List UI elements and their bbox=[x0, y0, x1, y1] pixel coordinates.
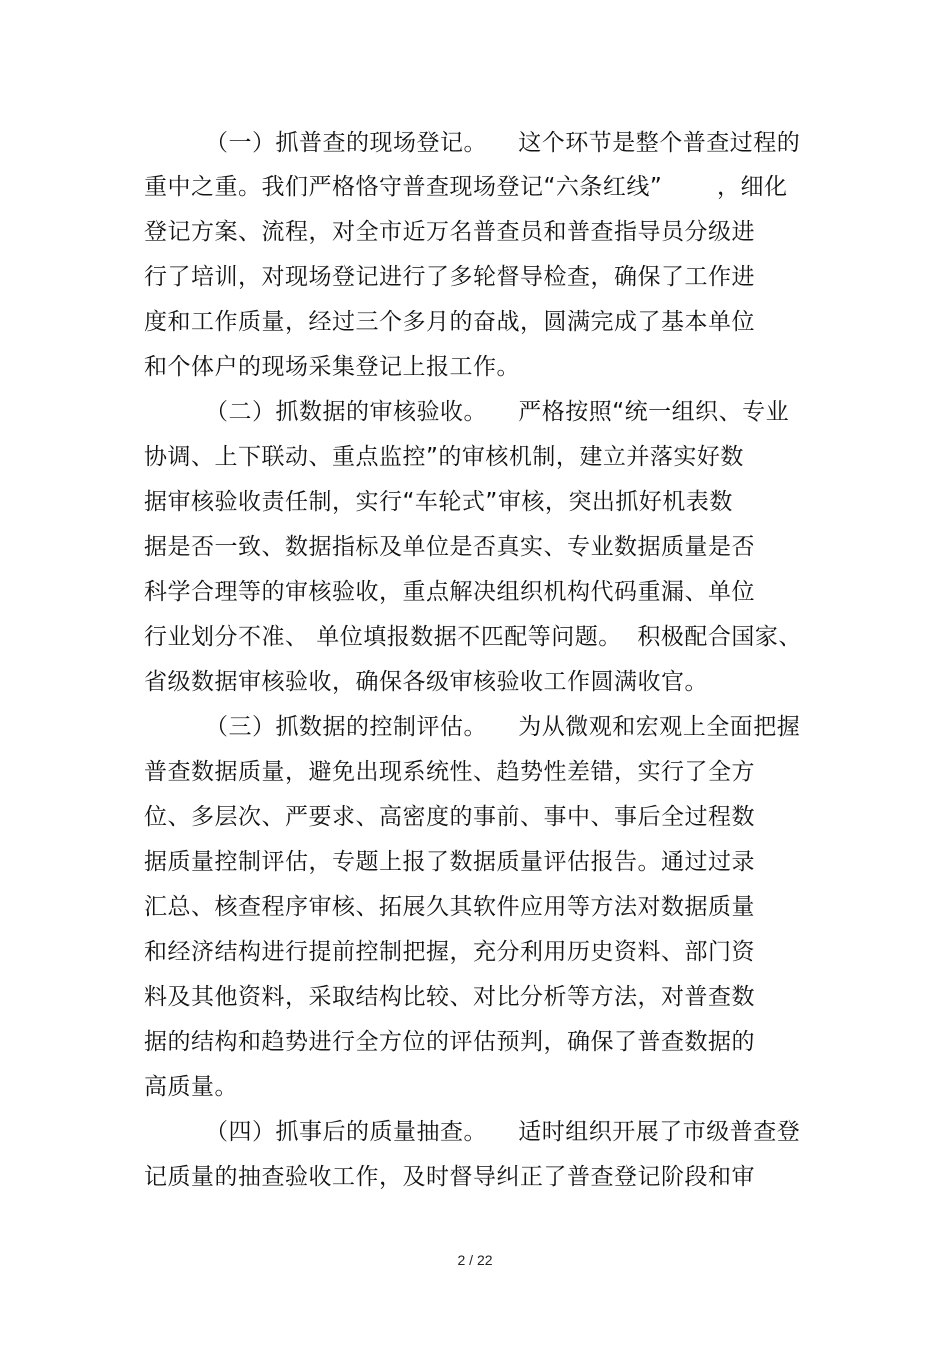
paragraph-3-line-1: （三）抓数据的控制评估。 为从微观和宏观上全面把握 bbox=[205, 714, 801, 740]
paragraph-3-line-2: 普查数据质量，避免出现系统性、趋势性差错，实行了全方 bbox=[144, 759, 755, 785]
paragraph-3-line-9: 高质量。 bbox=[144, 1074, 238, 1100]
paragraph-2-line-6: 行业划分不准、 单位填报数据不匹配等问题。 积极配合国家、 bbox=[144, 624, 802, 650]
paragraph-3-line-3: 位、多层次、严要求、高密度的事前、事中、事后全过程数 bbox=[144, 804, 755, 830]
paragraph-1-line-6: 和个体户的现场采集登记上报工作。 bbox=[144, 354, 520, 380]
paragraph-1-line-5: 度和工作质量，经过三个多月的奋战，圆满完成了基本单位 bbox=[144, 309, 755, 335]
paragraph-2-line-2: 协调、上下联动、重点监控”的审核机制，建立并落实好数 bbox=[144, 444, 744, 470]
paragraph-1-line-3: 登记方案、流程，对全市近万名普查员和普查指导员分级进 bbox=[144, 219, 755, 245]
paragraph-2-line-4: 据是否一致、数据指标及单位是否真实、专业数据质量是否 bbox=[144, 534, 755, 560]
paragraph-3-line-5: 汇总、核查程序审核、拓展久其软件应用等方法对数据质量 bbox=[144, 894, 755, 920]
paragraph-3-line-4: 据质量控制评估，专题上报了数据质量评估报告。通过过录 bbox=[144, 849, 755, 875]
paragraph-2-line-3: 据审核验收责任制，实行“车轮式”审核，突出抓好机表数 bbox=[144, 489, 733, 515]
paragraph-2-line-7: 省级数据审核验收，确保各级审核验收工作圆满收官。 bbox=[144, 669, 708, 695]
paragraph-1-line-1: （一）抓普查的现场登记。 这个环节是整个普查过程的 bbox=[205, 130, 801, 156]
paragraph-2-line-5: 科学合理等的审核验收，重点解决组织机构代码重漏、单位 bbox=[144, 579, 755, 605]
paragraph-4-line-1: （四）抓事后的质量抽查。 适时组织开展了市级普查登 bbox=[205, 1119, 801, 1145]
paragraph-1-line-2: 重中之重。我们严格恪守普查现场登记“六条红线” ，细化 bbox=[144, 174, 788, 200]
paragraph-3-line-8: 据的结构和趋势进行全方位的评估预判，确保了普查数据的 bbox=[144, 1029, 755, 1055]
paragraph-3-line-6: 和经济结构进行提前控制把握，充分利用历史资料、部门资 bbox=[144, 939, 755, 965]
paragraph-4-line-2: 记质量的抽查验收工作，及时督导纠正了普查登记阶段和审 bbox=[144, 1164, 755, 1190]
paragraph-1-line-4: 行了培训，对现场登记进行了多轮督导检查，确保了工作进 bbox=[144, 264, 755, 290]
paragraph-3-line-7: 料及其他资料，采取结构比较、对比分析等方法，对普查数 bbox=[144, 984, 755, 1010]
paragraph-2-line-1: （二）抓数据的审核验收。 严格按照“统一组织、专业 bbox=[205, 399, 790, 425]
page-number: 2 / 22 bbox=[457, 1252, 493, 1268]
